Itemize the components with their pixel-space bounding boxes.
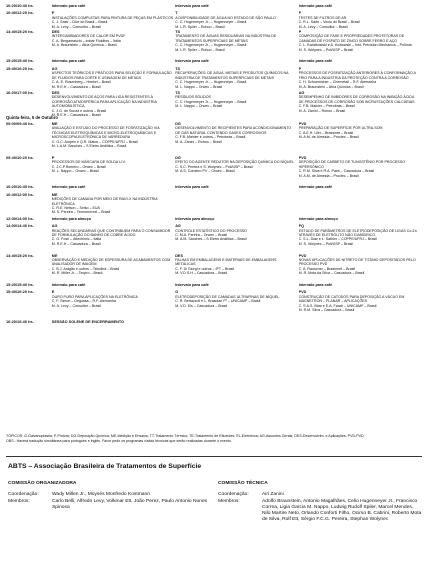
schedule-row [6,11,422,30]
session-authors: C. R.E. Nelson – Seiko – EUA M. S. Pereira – Tecnomerest – Brasil [51,206,111,215]
topic-code: P [51,155,55,160]
topic-code: P [298,29,302,34]
session-authors: C. A. E. Rosenberg – Henkel – Brasil M. R.E.H – Cascadura – Brasil [51,80,111,89]
session-authors: C. S.A.S. Bitar e E.A. Farah – UNICAMP – Brasil M. R.M. Silva – Cascadura – Brasil [298,303,377,313]
session-time: 09:40/10:20 hs. [6,154,34,160]
session-title: PREPARAÇÃO DE SUPERFÍCIE POR ULTRA-SOM [298,126,383,131]
topic-code: DES [51,29,60,34]
topic-code: E [51,290,55,295]
coordination-value: Wady Millen Jr., Moysés Monfredo Kostmann [52,492,150,498]
session-cell [52,290,175,308]
session-authors: C. J.G. de Souza e outros – Brasil M. R.E.H – Cascadura – Brasil [51,108,107,118]
session-title: ELETRODEPOSIÇÃO DE CAMADAS ULTRAFINAS DE NÍQUEL [175,294,280,299]
session-authors: C. H. Schuemicher – Chemetall – R.F. Alemanha M. A. Braunstein – Atha Química – Brasil [298,80,377,89]
topic-code: PVD [298,155,307,160]
session-cell [299,11,422,29]
session-time: 12:00/14:00 hs. [6,215,34,221]
session-authors: C. C. Hugenneyer Jr., – Hugenneyer – Brasil M. L. Nappo – Orwec – Brasil [175,80,247,89]
session-cell [52,224,175,246]
session-title: TRATAMENTO DE ÁGUAS RESIDUÁRIAS NA INDÚSTRIA DE TRATAMENTOS SUPERFICIAIS DE METAIS [175,34,277,43]
session-cell [52,193,175,215]
session-authors: C. F.B. Mainier e outros – Petrobrás – Brasil M. A. Zanini – Rohoo – Brasil [175,135,246,144]
session-cell [299,224,422,246]
session-cell [51,11,178,29]
session-authors: C. F.B. Mainier – Petrobrás – Brasil M. A. Zanini – Rohoo – Brasil [298,104,355,113]
topic-code: DES [51,90,60,95]
topic-code: P [298,11,302,16]
session-label: Intervalo para café [175,59,209,64]
session-authors: C. A. Rauscher – Brashmet – Brasil M. R. Mota da Silva – Cascadura – Brasil [298,266,365,276]
session-cell [299,254,422,276]
session-cell [175,156,298,174]
session-label: Intervalo para café [298,59,333,64]
session-label: SESSÃO SOLENE DE ENCERRAMENTO [51,319,125,324]
session-cell [175,185,298,189]
session-cell [52,59,175,63]
topic-code: P [51,11,55,16]
topic-code: TS [175,90,181,95]
session-time: 10:20/10:40 hs. [6,3,34,8]
session-authors: C. S.C. Pereira e S. Wolynec – Poli/USP – Brasil M. A.S. Cordeiro PV – Orwec – Brasil [175,164,253,174]
session-title: ESTUDO DE PARÂMETROS DE ELETRODEPOSIÇÃO DE LIGAS Co-Zn ATRAVÉS DE ELETRÓLITO NÃO CIANÍDRICO [298,228,417,237]
session-label: Intervalo para café [298,283,333,288]
session-cell [52,320,175,324]
session-cell [175,30,298,52]
session-label: Intervalo para café [175,185,209,190]
session-cell [175,254,298,276]
topic-code: ME [51,253,58,258]
members-value: Adolfo Braunstein, Antonio Magalhães, Celio Hugenneyer Jr., Francisco Correa, Ligia Garcia M. Nappo, Ludwig Rudolf Spiler, Marcel Mendes, Nilo Martire Neto, Orlando Conforti Filho, Ocirso B. Cabrini, Roberto Mota de Silva, Rolf Ett, Sérgio F.C.G. Pereira, Stephan Wolynec [262,498,422,523]
topic-code: T [175,11,178,16]
topic-code: G [175,290,179,295]
session-authors: C. G. Fose – Attechimic – Itália M. R.E.H – Cascadura – Brasil [51,237,102,246]
members-value: Carlo Belli, Alfredo Levy, Volkmar Ett, João Perez, Paulo Antonio Nunes Spinosa [52,498,208,510]
session-title: TESTES DE FILTROS DE AR [298,15,347,20]
topic-code: PQ [298,224,305,229]
session-title: REAÇÕES SECUNDÁRIAS QUE CONTRIBUEM PARA O CONSUMIDOR DE FORMULAÇÃO DO BANHO DE COBRE ÁCIDO [51,228,171,237]
topic-code: DG [175,155,181,160]
session-authors: C. S.L. Diaz e L. Sathler – COPPE/UFRJ – Brasil M. S. Wolynec – Poli/USP – Brasil [298,237,377,246]
members-label: Membros: [218,498,240,504]
session-title: INSTALAÇÕES COMPLETAS PARA PINTURA DE PEÇAS EM PLÁSTICOS [51,15,174,20]
session-time: 16:20/17:00 hs. [6,89,34,95]
session-title: OBSERVAÇÃO E MEDIÇÃO DE ESPESSURA DE ACABAMENTOS COM ANALISADOR DE IMAGEM [51,258,171,267]
session-cell [299,283,422,287]
session-cell [175,122,298,144]
session-label: Intervalo para café [51,185,86,190]
session-label: Intervalo para almoço [175,216,215,221]
session-time: 09:00/09:40 hs. [6,120,34,126]
session-time: 16:20/16:40 hs. [6,318,34,324]
session-time: 10:40/12:20 hs. [6,10,34,16]
session-label: Intervalo para café [51,4,86,8]
session-authors: C. M.A. Pereira – Orwec – Brasil M. A.M. Sanches – S Eletro Análitica – Brasil [175,232,247,242]
session-cell [299,30,422,52]
members-label: Membros: [8,498,30,504]
session-authors: C. O.C. Amprio e Q.R. Matos – COPPE/UFRJ – Brasil M. L.A.M. Sanches – S Eletro Análitica – Brasil [51,139,138,149]
session-label: Intervalo para café [51,283,86,288]
schedule-row [6,59,422,66]
legend-topics: TÓPICOS: G-Galvanoplastia; P-Pintura; DG-Deposição Química; ME-Medição e Ensaios; TT-Tratamento Térmico; TE-Tratamento de Efluentes; EL-Eletrônica; AG-Assuntos Gerais; DES-Desenvolvim. e Aplicações; PVD-PVD. [6,434,365,438]
organizing-committee-heading: COMISSÃO ORGANIZADORA [8,481,77,486]
session-cell [299,91,422,113]
topic-code: PVD [298,121,307,126]
schedule-row [6,30,422,60]
topic-code: DES [175,253,183,258]
topic-code: ME [51,192,58,197]
session-title: PROCESSOS DE FOSFATIZAÇÃO ANTERIORES À CONFORMAÇÃO A FRIO PARA A INDÚSTRIA DA PROTEÇÃO CONTRA A CORROSÃO [298,71,416,80]
session-cell [299,217,422,221]
topic-code: PVD [298,290,307,295]
session-authors: C. R.M. Silva e R.A. Paes – Cascadura – Brasil M. A.M. de Almeida – Proctec – Brasil [298,169,375,178]
session-time: 15:20/15:40 hs. [6,282,34,288]
topic-code: TS [175,66,181,71]
session-title: DESENVOLVIMENTO DE RECIPIENTES PARA ACONDICIONAMENTO DE GÁS NATURAL CONTENDO GASES CORROSIVOS [175,126,292,135]
session-authors: C. B.J. Aragão e outros – Teledinâ – Brasil M. R. Miller Jr. – Tecpro – Brasil [51,266,120,276]
session-cell [52,4,175,8]
session-title: OURO PURO PARA APLICAÇÕES NA ELETRÔNICA [51,294,138,299]
coordination-value: Airi Zanini [262,492,284,498]
session-title: DEPOSIÇÃO DE CARBETO DE TUNGSTÊNIO POR PROCESSO HIPERSÔNICO [298,160,405,169]
session-cell [52,122,175,149]
session-title: RESÍDUOS SÓLIDOS [175,95,211,100]
session-cell [52,67,175,89]
session-title: A DISPONIBILIDADE DE ÁGUA NO ESTADO DE SÃO PAULO [175,15,276,20]
session-cell [299,4,422,8]
session-title: RECUPERAÇÕES: DE ÁGUA, METAIS E PRODUTOS QUÍMICOS NA INDÚSTRIA DE TRATAMENTOS SUPERFICIAIS DE METAIS [175,71,289,80]
session-title: CONSTRUÇÃO DE CATODOS PARA DEPOSIÇÃO A VÁCUO EM MAGNETRON – PLANAR – APLICAÇÕES [298,294,405,304]
session-title: EFEITO DO AGENTE REDUTOR NA DEPOSIÇÃO QUÍMICA DO NÍQUEL [175,160,294,165]
schedule-row [6,217,422,224]
topic-code: P [298,66,302,71]
topic-code: AG [175,224,181,229]
session-cell [299,156,422,178]
coordination-label: Coordenação: [218,492,249,498]
schedule-row [6,283,422,290]
session-cell [52,283,175,287]
session-title: AVALIAÇÃO E ESTUDO DO PROCESSO DE FOSFATIZAÇÃO VIA TÉCNICAS ELETROQUÍMICAS E MICRO-ELETROQUÍMICAS E MICROSCOPIA ELETRÔNICA DE VARREDURA [51,126,160,140]
session-cell [299,290,422,312]
schedule-row [6,4,422,11]
session-cell [52,156,175,174]
topic-code: ME [51,121,58,126]
divider [6,456,422,457]
schedule-row [6,320,422,327]
topic-code: AG [51,66,58,71]
session-cell [299,67,422,89]
schedule-table [6,4,422,327]
day-heading: Quinta-feira, 5 de Outubro [6,114,58,120]
session-time: 14:40/15:20 hs. [6,28,34,34]
session-label: Intervalo para almoço [51,216,92,221]
technical-members [218,499,422,524]
technical-committee [218,481,422,524]
topic-code: TS [175,29,181,34]
session-label: Intervalo para almoço [298,216,338,221]
session-authors: C. C. Hugenneyer Jr., – Hugenneyer – Brasil M. L.R. Spiler – Rohoo – Brasil [175,43,247,52]
session-cell [175,290,298,308]
topic-code: DG [175,121,181,126]
session-cell [175,59,298,63]
schedule-row [6,122,422,156]
organizing-committee [8,481,208,511]
topic-code: AG [51,224,58,229]
session-label: Intervalo para café [51,59,86,64]
session-cell [175,217,298,221]
session-time: 15:40/16:20 hs. [6,65,34,71]
topic-code: AG [298,90,305,95]
abts-title: ABTS – Associação Brasileira de Tratamentos de Superfície [8,463,202,470]
technical-committee-heading: COMISSÃO TÉCNICA [218,481,268,486]
session-label: Intervalo para café [175,4,209,8]
session-time: 15:20/15:40 hs. [6,58,34,64]
session-label: Intervalo para café [298,185,333,190]
session-cell [299,122,422,140]
session-cell [175,67,298,89]
schedule-row [6,193,422,217]
session-title: DESENVOLVIMENTO DE AÇOS PARA LIGA RESISTENTES À CORROSÃO ATMOSFÉRICA PARA APLICAÇÃO NA INDÚSTRIA AUTOMOBILÍSTICA [51,95,157,109]
session-authors: C. C. Hugenneyer Jr., – Hugenneyer – Brasil M. L.R. Spiler – Rohoo – Brasil [175,20,247,29]
session-label: Intervalo para café [298,4,333,8]
session-title: FALHAS EM EMBALAGENS E MATERIAIS DE EMBALAGENS METÁLICAS [175,258,277,267]
legend-obs: OBS.: Haverá tradução simultânea para português e inglês. Favor pedir os programas visitas técnicas que serão realizadas durante o evento. [6,438,232,443]
session-time: 15:40/16:20 hs. [6,289,34,295]
session-title: CONTROLE ESTATÍSTICO DO PROCESSO [175,228,247,233]
session-title: PROCESSOS DE MÁSCARA DE SOLDA U.V. [51,160,126,165]
session-cell [52,91,175,118]
session-cell [52,217,175,221]
schedule-row [6,156,422,186]
schedule-row [6,224,422,254]
session-authors: C. A. Bergamaschi – Imbar Fluiditos – Itália M. A. Braunstein – Atha Química – Brasil [51,38,121,48]
session-title: MEDIÇÕES DE CAMADA POR MEIO DE RAIO-X NA INDÚSTRIA ELETRÔNICA [51,197,158,206]
session-time: 14:00/14:40 hs. [6,223,34,229]
session-cell [52,30,175,48]
session-authors: C. R. Bertazzoli e L. Brasolari Fº – UNICAMP – Brasil M. V.D. Eis – Cascadura – Brasil [175,299,261,308]
session-cell [299,185,422,189]
session-cell [52,185,175,189]
session-cell [175,283,298,287]
schedule-row [6,290,422,320]
session-time: 10:40/12:00 hs. [6,191,34,197]
schedule-row [6,254,422,284]
session-authors: C. J.C.P.Romero – Orwec – Brasil M. L. Nappo – Orwec – Brasil [51,164,106,174]
session-authors: C. F. Di Giorgi e outros – IPT – Brasil M. V.D.S.H – Cascadura – Brasil [175,266,235,276]
session-title: DESEMPENHO DE INIBIDORES DE CORROSÃO NA INIBIÇÃO ÁCIDA DE PROCESSOS DE CORROSÃO SOB INCRUSTAÇÕES CALCÁRIAS [298,95,415,104]
session-label: Intervalo para café [175,283,209,288]
session-authors: C. C. Hugenneyer Jr., – Hugenneyer – Brasil M. L. Nappo – Orwec – Brasil [175,99,247,109]
session-title: INTERCAMBIADORES DE CALOR EM PVDF [51,34,126,39]
coordination-label: Coordenação: [8,492,39,498]
schedule-row [6,185,422,192]
session-time: 10:20/10:40 hs. [6,184,34,190]
session-authors: C. J. Saek – Dürr do Brasil – Brasil M. A. Levy – Consultor – Brasil [51,20,108,29]
session-cell [52,254,175,276]
schedule-row [6,67,422,91]
topic-code: PVD [298,253,307,258]
session-cell [175,11,298,29]
organizing-members [8,499,208,512]
session-cell [175,91,298,109]
session-cell [299,59,422,63]
session-title: NOVAS APLICAÇÕES DE NITRETO DE TITÂNIO DEPOSITADOS PELO PROCESSO PVD [298,258,416,267]
session-cell [175,4,298,8]
session-authors: C. A.E.H. Uler – Brassiner – Brasil M. A.M. de Almeida – Proctec – Brasil [298,130,359,140]
session-authors: C. F. Simon – Degussa – R.F. Alemanha M. A. Levy – Consultor – Brasil [51,299,116,308]
legend [6,434,422,443]
session-authors: C. L. Kwiatkowski e A. Kozlowski – Inst. Precision Mechanics – Polônia M. S. Wolynec – Poli/USP – Brasil [298,43,412,52]
session-title: ASPECTOS TEÓRICOS E PRÁTICOS PARA SELEÇÃO E FORMULAÇÃO DE FLUIDOS PARA CORTE E USINAGEM DE METAIS [51,71,172,80]
session-authors: C. R.L. Sadri – Vecio do Brasil – Brasil M. A. Levy – Consultor – Brasil [298,20,360,29]
session-cell [175,224,298,242]
session-time: 14:40/15:20 hs. [6,252,34,258]
session-title: COMPOSIÇÃO DE FASE E PROPRIEDADES PROTETORAS DE CAMADAS DE FOSFATO DE ZINCO SOBRE FERRO E AÇO [298,34,405,43]
